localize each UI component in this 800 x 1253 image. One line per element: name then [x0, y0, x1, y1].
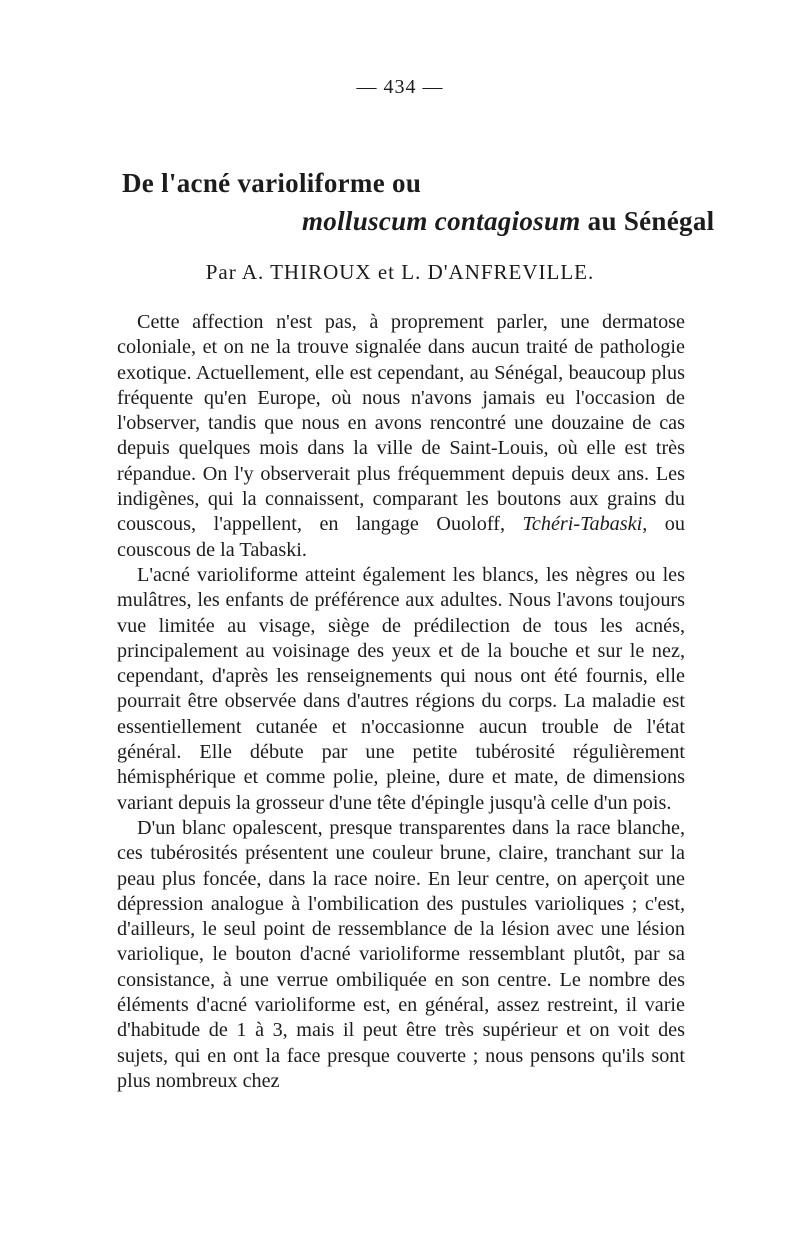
article-body — [117, 310, 685, 1094]
paragraph-1-italic-term: Tchéri-Tabaski, — [522, 513, 648, 536]
paragraph-1 — [117, 310, 685, 563]
paragraph-1-text-a: Cette affection n'est pas, à proprement parler, une dermatose coloniale, et on ne la trouve signalée dans aucun traité de pathologie exotique. Actuellement, elle est cependant, au Sénégal, beaucoup plus fréquente qu'en Europe, où nous n'avons jamais eu l'occasion de l'observer, tandis que nous en avons rencontré une douzaine de cas depuis quelques mois dans la ville de Saint-Louis, où elle est très répandue. On l'y observerait plus fréquemment depuis deux ans. Les indigènes, qui la connaissent, comparant les boutons aux grains du couscous, l'appellent, en langage Ouoloff, — [117, 311, 685, 536]
paragraph-2: L'acné varioliforme atteint également les blancs, les nègres ou les mulâtres, les enfants de préférence aux adultes. Nous l'avons toujours vue limitée au visage, siège de prédilection de tous les acnés, principalement au voisinage des yeux et de la bouche et sur le nez, cependant, d'après les renseignements qui nous ont été fournis, elle pourrait être observée dans d'autres régions du corps. La maladie est essentiellement cutanée et n'occasionne aucun trouble de l'état général. Elle débute par une petite tubérosité régulièrement hémisphérique et comme polie, pleine, dure et mate, de dimensions variant depuis la grosseur d'une tête d'épingle jusqu'à celle d'un pois. — [117, 563, 685, 814]
paragraph-3: D'un blanc opalescent, presque transparentes dans la race blanche, ces tubérosités présentent une couleur brune, claire, tranchant sur la peau plus foncée, dans la race noire. En leur centre, on aperçoit une dépression analogue à l'ombilication des pustules varioliques ; c'est, d'ailleurs, le seul point de ressemblance de la lésion avec une lésion variolique, le bouton d'acné varioliforme ressemblant plutôt, par sa consistance, à une verrue ombiliquée en son centre. Le nombre des éléments d'acné varioliforme est, en général, assez restreint, il varie d'habitude de 1 à 3, mais il peut être très supérieur et on voit des sujets, qui en ont la face presque couverte ; nous pensons qu'ils sont plus nombreux chez — [117, 816, 685, 1092]
title-rest: au Sénégal — [580, 206, 715, 236]
title-italic-term: molluscum contagiosum — [302, 206, 581, 236]
article-title-line1: De l'acné varioliforme ou — [122, 168, 422, 198]
paragraph-1-text-b: ou couscous de la Tabaski. — [117, 513, 685, 561]
article-title-line2 — [302, 206, 714, 237]
author-byline: Par A. THIROUX et L. D'ANFREVILLE. — [205, 260, 595, 284]
page-number: — 434 — — [356, 76, 444, 98]
